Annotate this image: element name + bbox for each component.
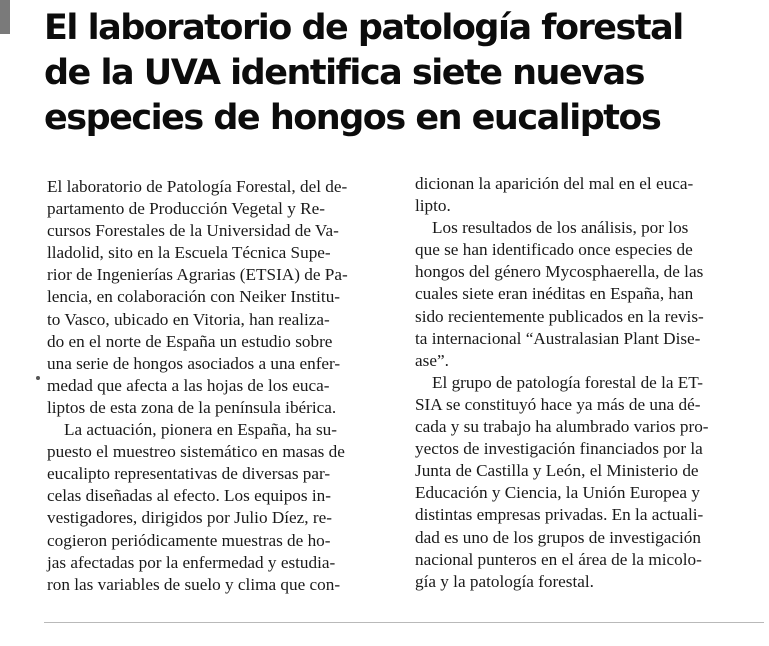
right-column <box>415 173 765 593</box>
right-line: distintas empresas privadas. En la actuali- <box>415 505 704 525</box>
right-line: Educación y Ciencia, la Unión Europea y <box>415 483 700 503</box>
right-line: cuales siete eran inéditas en España, han <box>415 284 694 304</box>
left-line: liptos de esta zona de la península ibérica. <box>47 397 337 417</box>
left-line: vestigadores, dirigidos por Julio Díez, re- <box>47 508 332 528</box>
left-line-paragraph-start: La actuación, pionera en España, ha su- <box>64 420 337 440</box>
right-line: lipto. <box>415 196 451 216</box>
right-line: hongos del género Mycosphaerella, de las <box>415 262 704 282</box>
scan-edge-mark <box>0 0 10 34</box>
right-line: SIA se constituyó hace ya más de una dé- <box>415 394 701 414</box>
right-line: nacional punteros en el área de la micolo- <box>415 549 702 569</box>
right-line: sido recientemente publicados en la revis- <box>415 306 704 326</box>
right-line: ase”. <box>415 350 449 370</box>
headline-line-3: especies de hongos en eucaliptos <box>44 98 661 138</box>
bottom-divider <box>44 622 764 623</box>
right-line: Junta de Castilla y León, el Ministerio de <box>415 461 699 481</box>
right-line: dad es uno de los grupos de investigación <box>415 527 701 547</box>
right-line-paragraph-start: El grupo de patología forestal de la ET- <box>432 372 703 392</box>
right-line: yectos de investigación financiados por la <box>415 439 703 459</box>
article-headline <box>44 6 764 141</box>
left-line: lencia, en colaboración con Neiker Institu- <box>47 287 341 307</box>
left-line: partamento de Producción Vegetal y Re- <box>47 199 325 219</box>
scan-speck <box>36 376 40 380</box>
right-line: que se han identificado once especies de <box>415 240 693 260</box>
left-line: puesto el muestreo sistemático en masas de <box>47 442 345 462</box>
left-line: una serie de hongos asociados a una enfer- <box>47 353 341 373</box>
right-line: gía y la patología forestal. <box>415 571 594 591</box>
right-line: dicionan la aparición del mal en el euca- <box>415 174 694 193</box>
left-line: rior de Ingenierías Agrarias (ETSIA) de Pa- <box>47 265 348 285</box>
left-line: ron las variables de suelo y clima que con- <box>47 574 341 594</box>
right-line: ta internacional “Australasian Plant Dise- <box>415 328 701 348</box>
left-line: El laboratorio de Patología Forestal, del de- <box>47 177 348 196</box>
left-line: do en el norte de España un estudio sobre <box>47 331 333 351</box>
left-line: eucalipto representativas de diversas par- <box>47 464 331 484</box>
left-line: medad que afecta a las hojas de los euca- <box>47 375 330 395</box>
left-line: jas afectadas por la enfermedad y estudia- <box>47 552 336 572</box>
left-line: cursos Forestales de la Universidad de Va- <box>47 221 339 241</box>
headline-line-1: El laboratorio de patología forestal <box>44 8 683 48</box>
right-line-paragraph-start: Los resultados de los análisis, por los <box>432 218 689 238</box>
left-line: to Vasco, ubicado en Vitoria, han realiza- <box>47 309 330 329</box>
left-line: lladolid, sito en la Escuela Técnica Supe- <box>47 243 331 263</box>
left-line: celas diseñadas al efecto. Los equipos in- <box>47 486 331 506</box>
left-column <box>47 176 392 596</box>
right-line: cada y su trabajo ha alumbrado varios pro- <box>415 417 709 437</box>
headline-line-2: de la UVA identifica siete nuevas <box>44 53 644 93</box>
left-line: cogieron periódicamente muestras de ho- <box>47 530 331 550</box>
